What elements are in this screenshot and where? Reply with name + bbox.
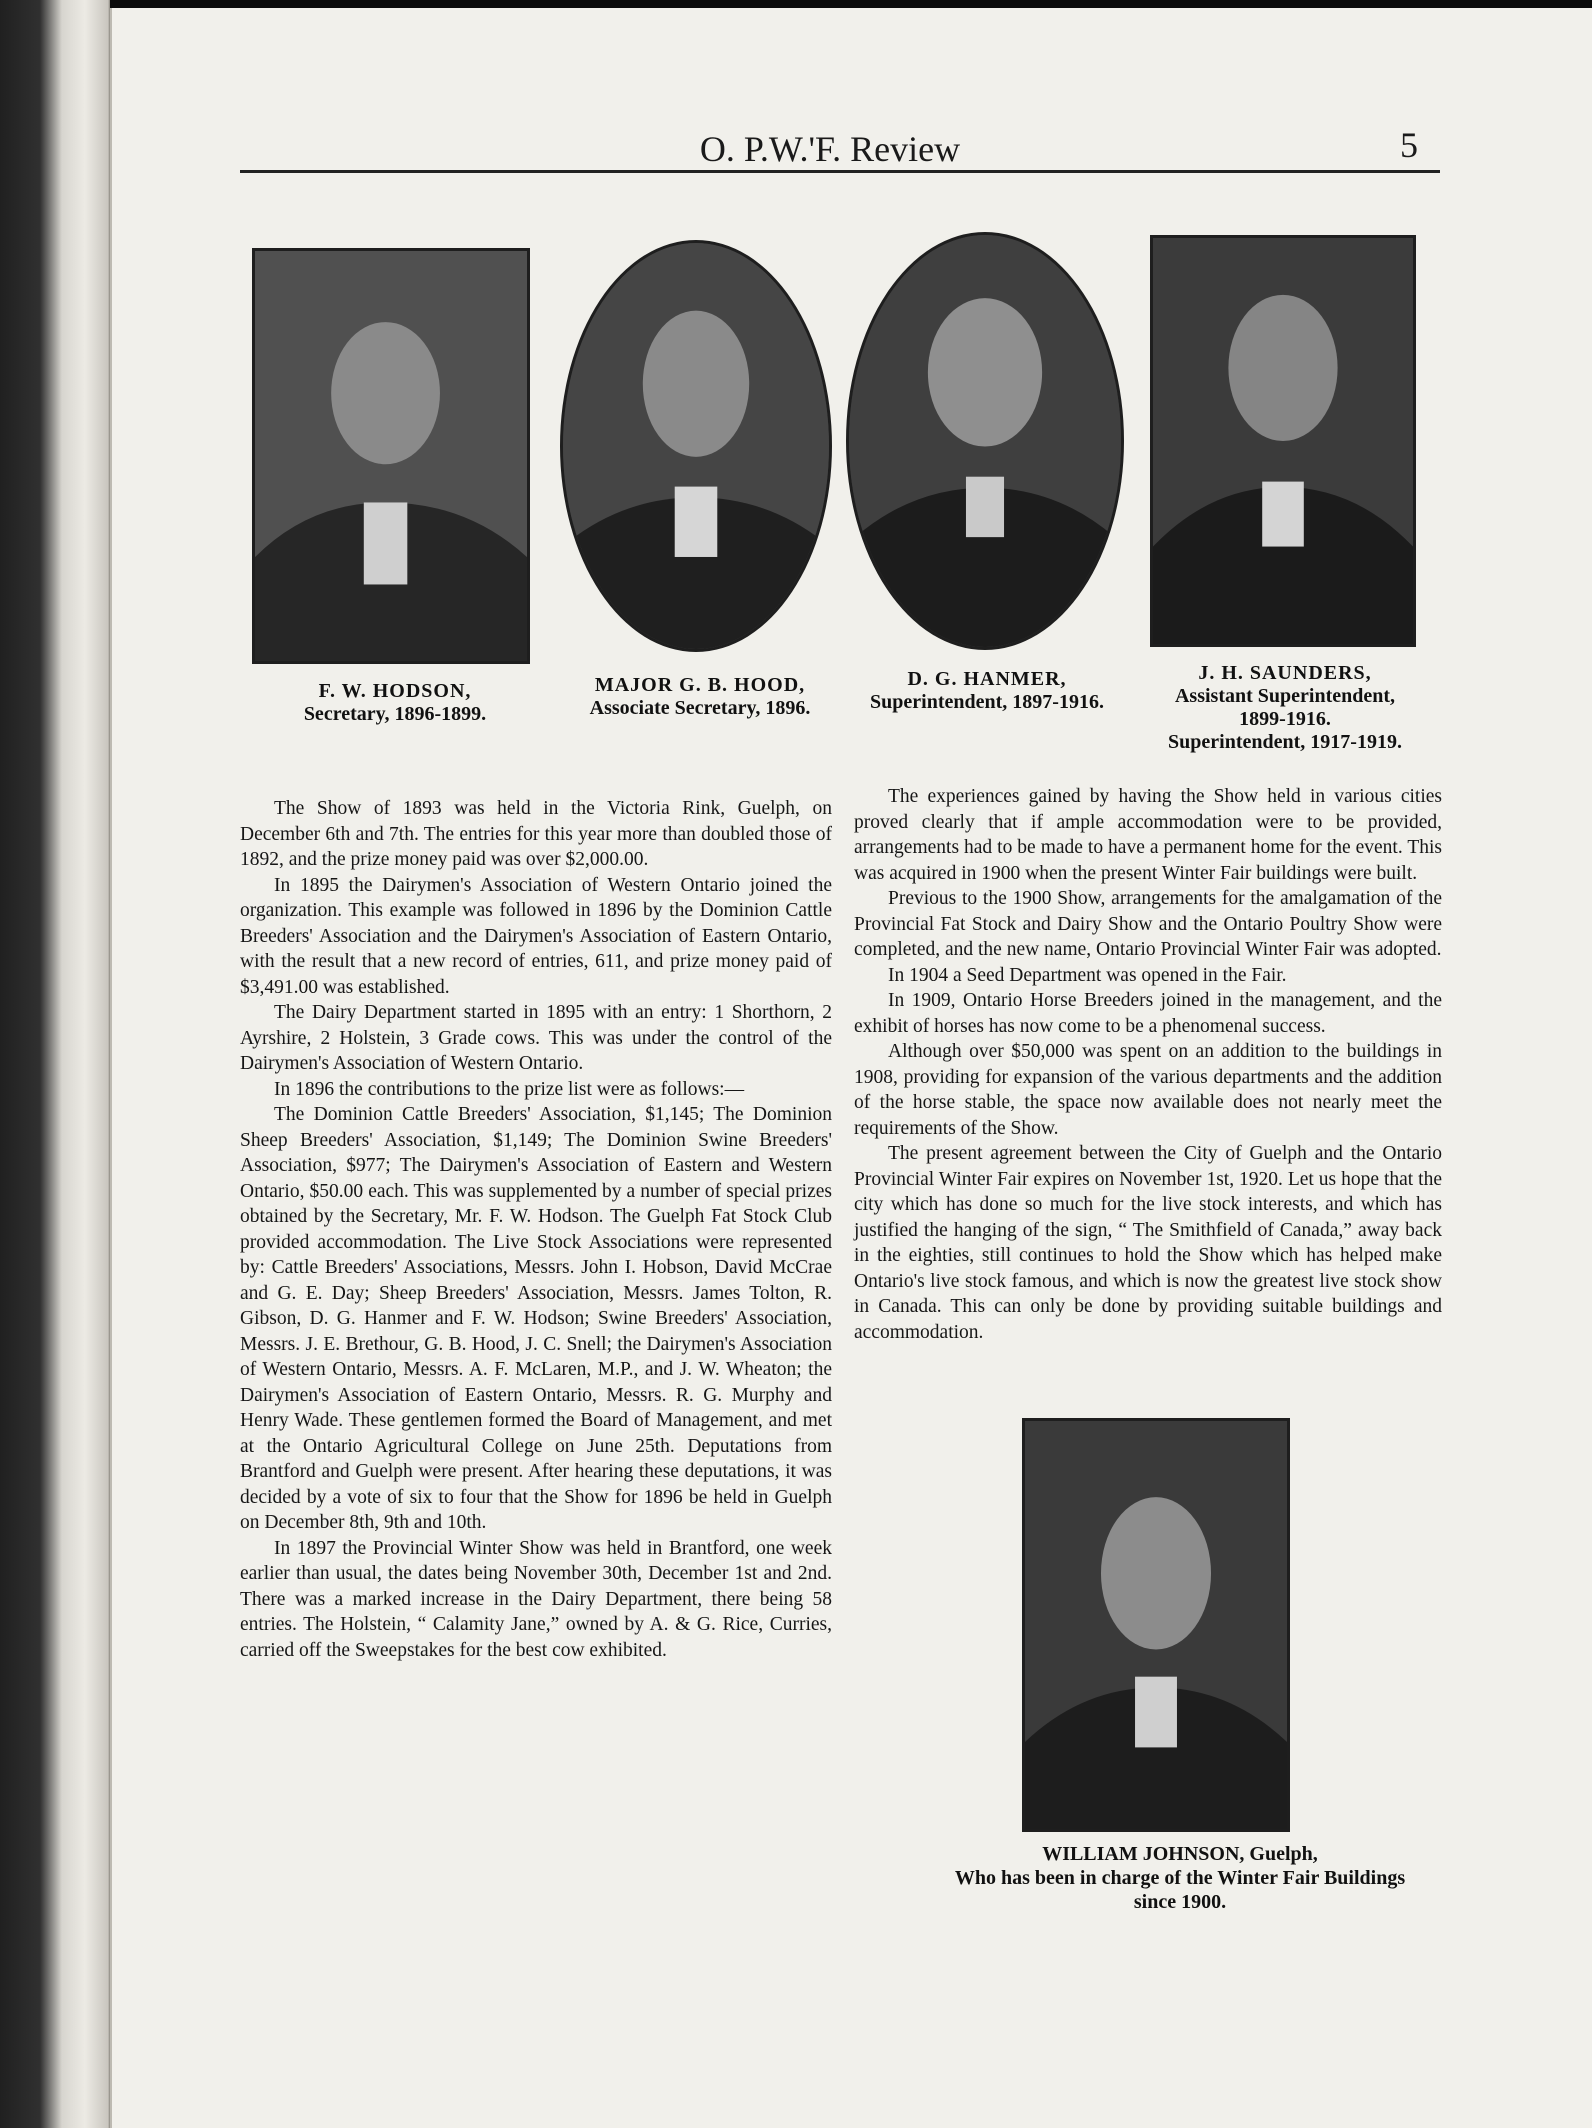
paragraph: Previous to the 1900 Show, arrangements for the amalgamation of the Provincial Fat Stock and Dairy Show and the Ontario Poultry Show were completed, and the new name, Ontario Provincial Winter Fair was adopted.: [854, 888, 1442, 960]
caption-name: J. H. SAUNDERS,: [1198, 662, 1372, 684]
caption-name: WILLIAM JOHNSON, Guelph,: [1042, 1843, 1318, 1865]
portrait-silhouette: [255, 251, 527, 661]
right-column: [854, 784, 1442, 1345]
portrait-silhouette: [1025, 1421, 1287, 1829]
paragraph: In 1904 a Seed Department was opened in the Fair.: [888, 964, 1287, 986]
portrait-photo-saunders: [1150, 235, 1416, 647]
portrait-silhouette: [563, 243, 829, 649]
paragraph: The Dominion Cattle Breeders' Association, $1,145; The Dominion Sheep Breeders' Association, $1,149; The Dominion Swine Breeders' Association, $977; The Dairymen's Association of Eastern and Western Ontario, $50.00 each. This was supplemented by a number of special prizes obtained by the Secretary, Mr. F. W. Hodson. The Guelph Fat Stock Club provided accommodation. The Live Stock Associations were represented by: Cattle Breeders' Associations, Messrs. John I. Hobson, David McCrae and G. E. Day; Sheep Breeders' Association, Messrs. James Tolton, R. Gibson, D. G. Hanmer and F. W. Hodson; Swine Breeders' Association, Messrs. J. E. Brethour, G. B. Hood, J. C. Snell; the Dairymen's Association of Western Ontario, Messrs. A. F. McLaren, M.P., and J. W. Wheaton; the Dairymen's Association of Eastern Ontario, Messrs. R. G. Murphy and Henry Wade. These gentlemen formed the Board of Management, and met at the Ontario Agricultural College on June 25th. Deputations from Brantford and Guelph were present. After hearing these deputations, it was decided by a vote of six to four that the Show for 1896 be held in Guelph on December 8th, 9th and 10th.: [240, 1104, 832, 1533]
paragraph: In 1896 the contributions to the prize list were as follows:—: [274, 1078, 745, 1100]
caption-role: Superintendent, 1897-1916.: [870, 691, 1104, 713]
portrait-caption-hanmer: [852, 668, 1122, 714]
portrait-caption-hood: [555, 674, 845, 720]
paragraph: In 1909, Ontario Horse Breeders joined in the management, and the exhibit of horses has now come to be a phenomenal success.: [854, 990, 1442, 1037]
running-header-title: O. P.W.'F. Review: [699, 129, 961, 169]
paragraph: In 1895 the Dairymen's Association of Western Ontario joined the organization. This example was followed in 1896 by the Dominion Cattle Breeders' Association and the Dairymen's Association of Eastern Ontario, with the result that a new record of entries, 611, and prize money paid of $3,491.00 was established.: [240, 874, 832, 998]
caption-name: MAJOR G. B. HOOD,: [594, 674, 806, 696]
caption-role: Who has been in charge of the Winter Fair Buildings: [954, 1867, 1406, 1889]
portrait-photo-hodson: [252, 248, 530, 664]
portrait-photo-hood: [560, 240, 832, 652]
book-spine: [0, 0, 110, 2128]
paragraph: In 1897 the Provincial Winter Show was held in Brantford, one week earlier than usual, the dates being November 30th, December 1st and 2nd. There was a marked increase in the Dairy Department, there being 58 entries. The Holstein, “ Calamity Jane,” owned by A. & G. Rice, Curries, carried off the Sweepstakes for the best cow exhibited.: [240, 1537, 832, 1661]
caption-role: Assistant Superintendent,: [1174, 685, 1396, 707]
portrait-photo-hanmer: [846, 232, 1124, 650]
paragraph: The experiences gained by having the Show held in various cities proved clearly that if ample accommodation were to be provided, arrangements had to be made to have a permanent home for the event. This was acquired in 1900 when the present Winter Fair buildings were built.: [854, 786, 1442, 884]
portrait-caption-johnson: [870, 1842, 1490, 1914]
paragraph: Although over $50,000 was spent on an addition to the buildings in 1908, providing for expansion of the various departments and the addition of the horse stable, the space now available does not nearly meet the requirements of the Show.: [854, 1041, 1442, 1139]
left-column: [240, 796, 832, 1663]
portrait-photo-johnson: [1022, 1418, 1290, 1832]
caption-name: F. W. HODSON,: [318, 680, 472, 702]
caption-role: since 1900.: [1133, 1891, 1227, 1913]
paragraph: The present agreement between the City of Guelph and the Ontario Provincial Winter Fair expires on November 1st, 1920. Let us hope that the city which has done so much for the live stock interests, and which has justified the hanging of the sign, “ The Smithfield of Canada,” away back in the eighties, still continues to hold the Show which has helped make Ontario's live stock famous, and which is now the greatest live stock show in Canada. This can only be done by providing suitable buildings and accommodation.: [854, 1143, 1442, 1343]
page-number: 5: [1400, 125, 1418, 165]
paragraph: The Show of 1893 was held in the Victoria Rink, Guelph, on December 6th and 7th. The entries for this year more than doubled those of 1892, and the prize money paid was over $2,000.00.: [240, 798, 832, 870]
caption-role: Associate Secretary, 1896.: [589, 697, 811, 719]
caption-role: Secretary, 1896-1899.: [303, 703, 487, 725]
portrait-caption-hodson: [250, 680, 540, 726]
portrait-silhouette: [849, 235, 1121, 647]
caption-role: 1899-1916.: [1239, 708, 1331, 730]
caption-name: D. G. HANMER,: [907, 668, 1067, 690]
header-rule: [240, 170, 1440, 173]
caption-role: Superintendent, 1917-1919.: [1168, 731, 1402, 753]
portrait-caption-saunders: [1140, 662, 1430, 754]
portrait-silhouette: [1153, 238, 1413, 644]
paragraph: The Dairy Department started in 1895 with an entry: 1 Shorthorn, 2 Ayrshire, 2 Holstein, 3 Grade cows. This was under the control of the Dairymen's Association of Western Ontario.: [240, 1002, 832, 1074]
